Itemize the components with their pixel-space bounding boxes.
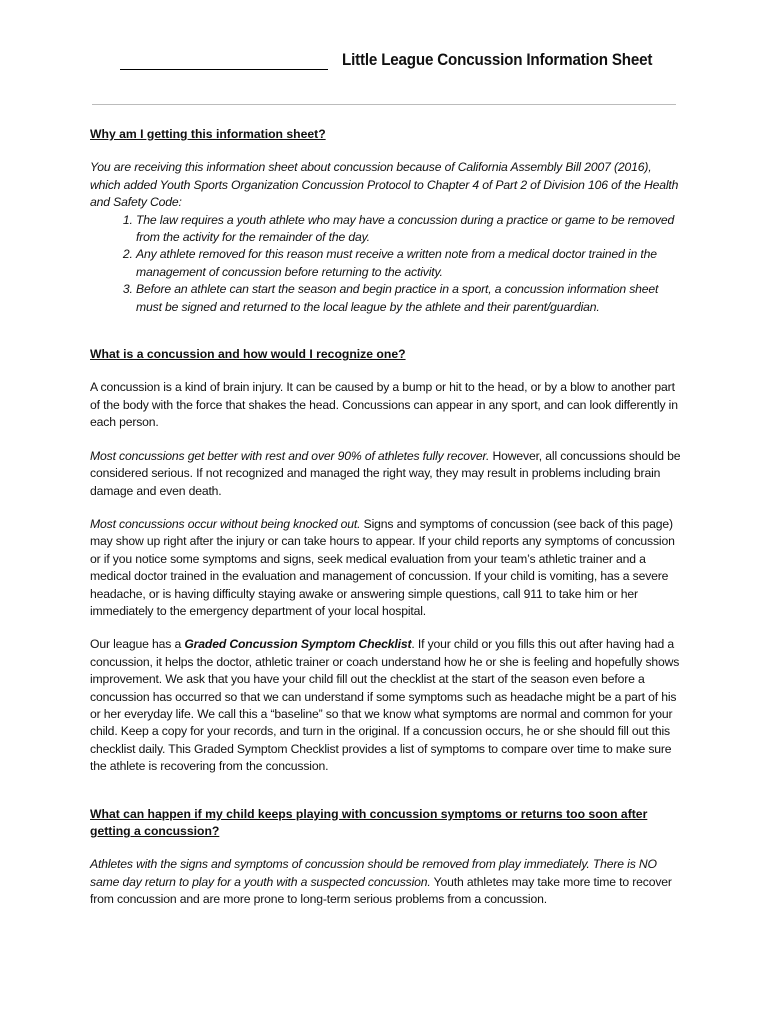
paragraph-text: Our league has a bbox=[90, 637, 185, 652]
law-list bbox=[90, 212, 682, 316]
checklist-name: Graded Concussion Symptom Checklist bbox=[184, 637, 412, 652]
paragraph-text: Signs and symptoms of concussion (see back of this page) may show up right after the injury or can take hours to appear. If your child reports any symptoms of concussion or if you notice some symptoms and signs, seek medical evaluation from your team’s athletic trainer and a medical doctor trained in the evaluation and management of concussion. If your child is vomiting, has a severe headache, or is having difficulty staying awake or answering simple questions, call 911 to take him or her immediately to the emergency department of your local hospital. bbox=[90, 516, 675, 618]
paragraph-text: However, all concussions should be considered serious. If not recognized and managed the right way, they may result in problems including brain damage and even death. bbox=[90, 448, 681, 498]
paragraph-emphasis: Most concussions get better with rest and over 90% of athletes fully recover. bbox=[90, 448, 490, 463]
page-title: Little League Concussion Information Sheet bbox=[342, 51, 653, 69]
paragraph-text: . If your child or you fills this out after having had a concussion, it helps the doctor, athletic trainer or coach understand how he or she is feeling and hopefully shows improvement. We ask that you have your child fill out the checklist at the start of the season even before a concussion has occurred so that we can understand if some symptoms such as headache might be a part of his or her everyday life. We call this a “baseline” so that we know what symptoms are normal and common for your child. Keep a copy for your records, and turn in the original. If a concussion occurs, he or she should fill out this checklist daily. This Graded Symptom Checklist provides a list of symptoms to compare over time to make sure the athlete is recovering from the concussion. bbox=[90, 637, 680, 774]
section-intro: You are receiving this information sheet about concussion because of California Assembly Bill 2007 (2016), which added Youth Sports Organization Concussion Protocol to Chapter 4 of Part 2 of Division 106 of the Health and Safety Code: bbox=[90, 160, 679, 210]
paragraph: A concussion is a kind of brain injury. It can be caused by a bump or hit to the head, or by a blow to another part of the body with the force that shakes the head. Concussions can appear in any sport, and can look differently in each person. bbox=[90, 380, 678, 430]
paragraph bbox=[90, 636, 682, 775]
paragraph-text: Youth athletes may take more time to recover from concussion and are more prone to long-term serious problems from a concussion. bbox=[90, 874, 672, 907]
list-item: 2. Any athlete removed for this reason must receive a written note from a medical doctor trained in the management of concussion before returning to the activity. bbox=[136, 246, 682, 281]
section-heading-what: What is a concussion and how would I recognize one? bbox=[90, 347, 406, 362]
list-item: 1. The law requires a youth athlete who may have a concussion during a practice or game to be removed from the activity for the remainder of the day. bbox=[136, 212, 682, 247]
name-blank-line[interactable] bbox=[120, 49, 328, 70]
paragraph bbox=[90, 856, 682, 908]
paragraph bbox=[90, 516, 682, 620]
divider bbox=[92, 104, 676, 105]
paragraph bbox=[90, 448, 682, 500]
document-body bbox=[90, 126, 682, 909]
paragraph-emphasis: Athletes with the signs and symptoms of concussion should be removed from play immediately. There is NO same day return to play for a youth with a suspected concussion. bbox=[90, 857, 657, 889]
section-heading-why: Why am I getting this information sheet? bbox=[90, 127, 326, 141]
list-item: 3. Before an athlete can start the season and begin practice in a sport, a concussion information sheet must be signed and returned to the local league by the athlete and their parent/guardian. bbox=[136, 281, 682, 316]
title-row bbox=[120, 44, 710, 70]
paragraph-emphasis: Most concussions occur without being knocked out. bbox=[90, 516, 361, 531]
section-heading-risk: What can happen if my child keeps playing with concussion symptoms or returns too soon after getting a concussion? bbox=[90, 806, 648, 838]
